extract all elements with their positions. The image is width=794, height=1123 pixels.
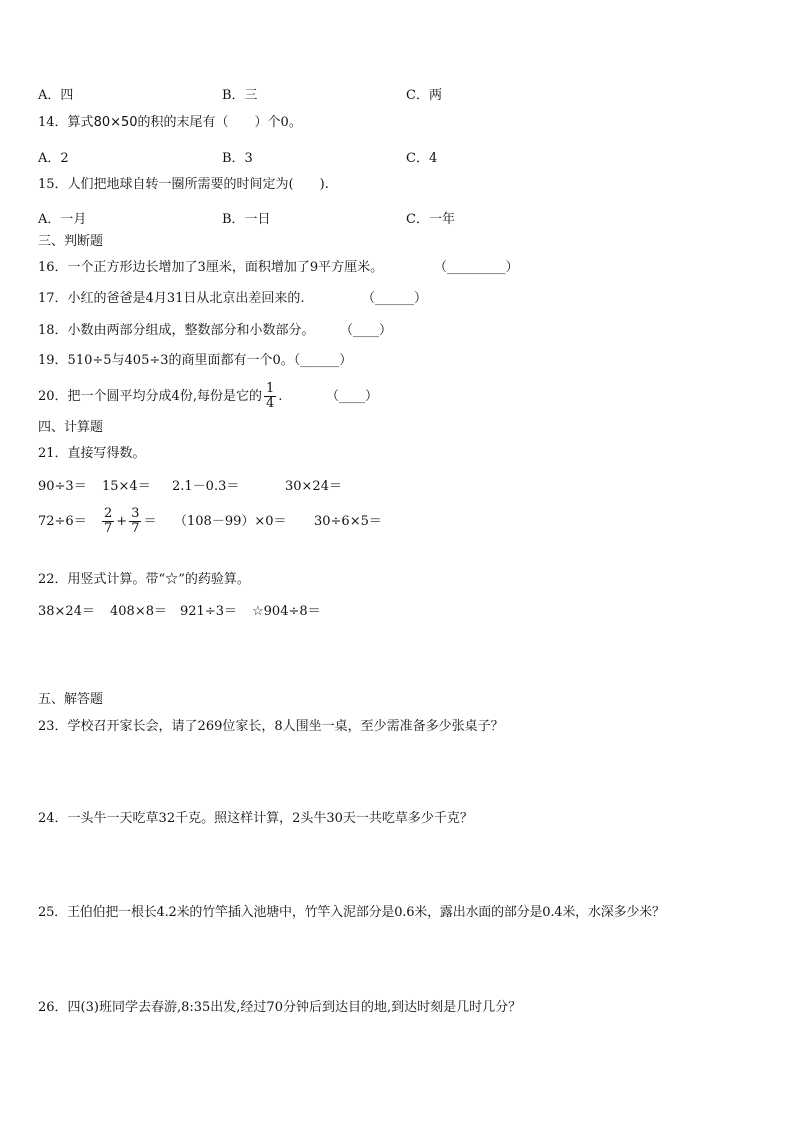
question-number: 25．	[38, 905, 67, 920]
q13-option-b[interactable]: B．三	[222, 88, 258, 103]
q15-option-b[interactable]: B．一日	[222, 212, 271, 227]
calc-item: 90÷3＝	[38, 479, 87, 494]
plus-sign: +	[116, 514, 128, 529]
q14-option-b[interactable]: B．3	[222, 151, 253, 166]
q15-option-a[interactable]: A．一月	[38, 212, 87, 227]
equals-sign: ＝	[143, 514, 157, 529]
calc-item: 38×24＝	[38, 604, 95, 619]
question-number: 18．	[38, 323, 68, 338]
question-text: 直接写得数。	[67, 446, 146, 461]
question-text: 510÷5与405÷3的商里面都有一个0。	[67, 353, 294, 368]
question-text: 人们把地球自转一圈所需要的时间定为( ).	[67, 177, 329, 192]
question-18	[38, 323, 315, 339]
question-16	[38, 260, 383, 276]
question-number: 22．	[38, 572, 68, 587]
calc-item: 30÷6×5＝	[314, 514, 382, 529]
answer-blank[interactable]: （____）	[326, 389, 379, 404]
calc-item: 30×24＝	[285, 479, 342, 494]
question-text: 的积的末尾有（ ）个0。	[137, 115, 302, 130]
question-25	[38, 905, 665, 921]
question-24	[38, 811, 473, 827]
fraction	[264, 382, 276, 411]
q13-option-a[interactable]: A．四	[38, 88, 74, 103]
calc-item: 921÷3＝	[180, 604, 237, 619]
question-26	[38, 1000, 521, 1016]
section-heading-judgement: 三、判断题	[38, 234, 104, 249]
question-number: 14．	[38, 115, 68, 130]
section-heading-calculation: 四、计算题	[38, 420, 104, 435]
calc-item: （108－99）×0＝	[174, 514, 287, 529]
q14-option-a[interactable]: A．2	[38, 151, 69, 166]
question-number: 20．	[38, 389, 68, 404]
q15-option-c[interactable]: C．一年	[406, 212, 455, 227]
q13-option-c[interactable]: C．两	[406, 88, 442, 103]
fraction	[102, 507, 114, 536]
question-20	[38, 382, 282, 412]
question-text: 学校召开家长会，请了269位家长，8人围坐一桌，至少需准备多少张桌子？	[67, 719, 504, 734]
question-22	[38, 572, 250, 588]
answer-blank[interactable]: （______）	[362, 291, 428, 306]
question-expression: 80×50	[93, 115, 138, 130]
question-text: 一头牛一天吃草32千克。照这样计算，2头牛30天一共吃草多少千克？	[67, 811, 473, 826]
section-heading-word-problems: 五、解答题	[38, 692, 104, 707]
calc-item-fraction-sum	[100, 503, 156, 541]
question-number: 21．	[38, 446, 68, 461]
fraction-denominator: 7	[131, 521, 140, 536]
question-text: 四(3)班同学去春游,8:35出发,经过70分钟后到达目的地,到达时刻是几时几分？	[67, 1000, 522, 1015]
calc-item: 15×4＝	[102, 479, 151, 494]
question-text: 小数由两部分组成，整数部分和小数部分。	[67, 323, 315, 338]
question-15	[38, 177, 329, 193]
calc-item: 72÷6＝	[38, 514, 87, 529]
q14-option-c[interactable]: C．4	[406, 151, 438, 166]
question-19	[38, 353, 352, 369]
question-number: 26．	[38, 1000, 68, 1015]
question-number: 15．	[38, 177, 68, 192]
question-text: 王伯伯把一根长4.2米的竹竿插入池塘中，竹竿入泥部分是0.6米，露出水面的部分是0.4米，水深多少米？	[66, 905, 665, 920]
question-text: 算式	[67, 115, 94, 130]
question-number: 23．	[38, 719, 68, 734]
question-text: 一个正方形边长增加了3厘米，面积增加了9平方厘米。	[67, 260, 384, 275]
question-text: 小红的爸爸是4月31日从北京出差回来的.	[67, 291, 305, 306]
answer-blank[interactable]: （____）	[340, 323, 393, 338]
question-14	[38, 115, 302, 131]
answer-blank[interactable]: （_________）	[434, 260, 519, 275]
fraction	[129, 507, 141, 536]
answer-blank[interactable]: （______）	[293, 353, 353, 368]
question-21	[38, 446, 146, 462]
calc-item: ☆904÷8＝	[252, 604, 321, 619]
question-number: 16．	[38, 260, 68, 275]
fraction-numerator: 1	[265, 381, 275, 396]
question-text: .	[278, 389, 283, 404]
question-17	[38, 291, 305, 307]
fraction-numerator: 3	[131, 506, 140, 521]
question-23	[38, 719, 504, 735]
fraction-numerator: 2	[104, 506, 113, 521]
calc-item: 2.1－0.3＝	[172, 479, 240, 494]
question-number: 17．	[38, 291, 68, 306]
question-text: 用竖式计算。带“☆”的药验算。	[67, 572, 250, 587]
question-number: 19．	[38, 353, 68, 368]
calc-item: 408×8＝	[110, 604, 167, 619]
question-number: 24．	[38, 811, 68, 826]
question-text: 把一个圆平均分成4份,每份是它的	[67, 389, 262, 404]
fraction-denominator: 7	[104, 521, 113, 536]
fraction-denominator: 4	[265, 396, 275, 411]
